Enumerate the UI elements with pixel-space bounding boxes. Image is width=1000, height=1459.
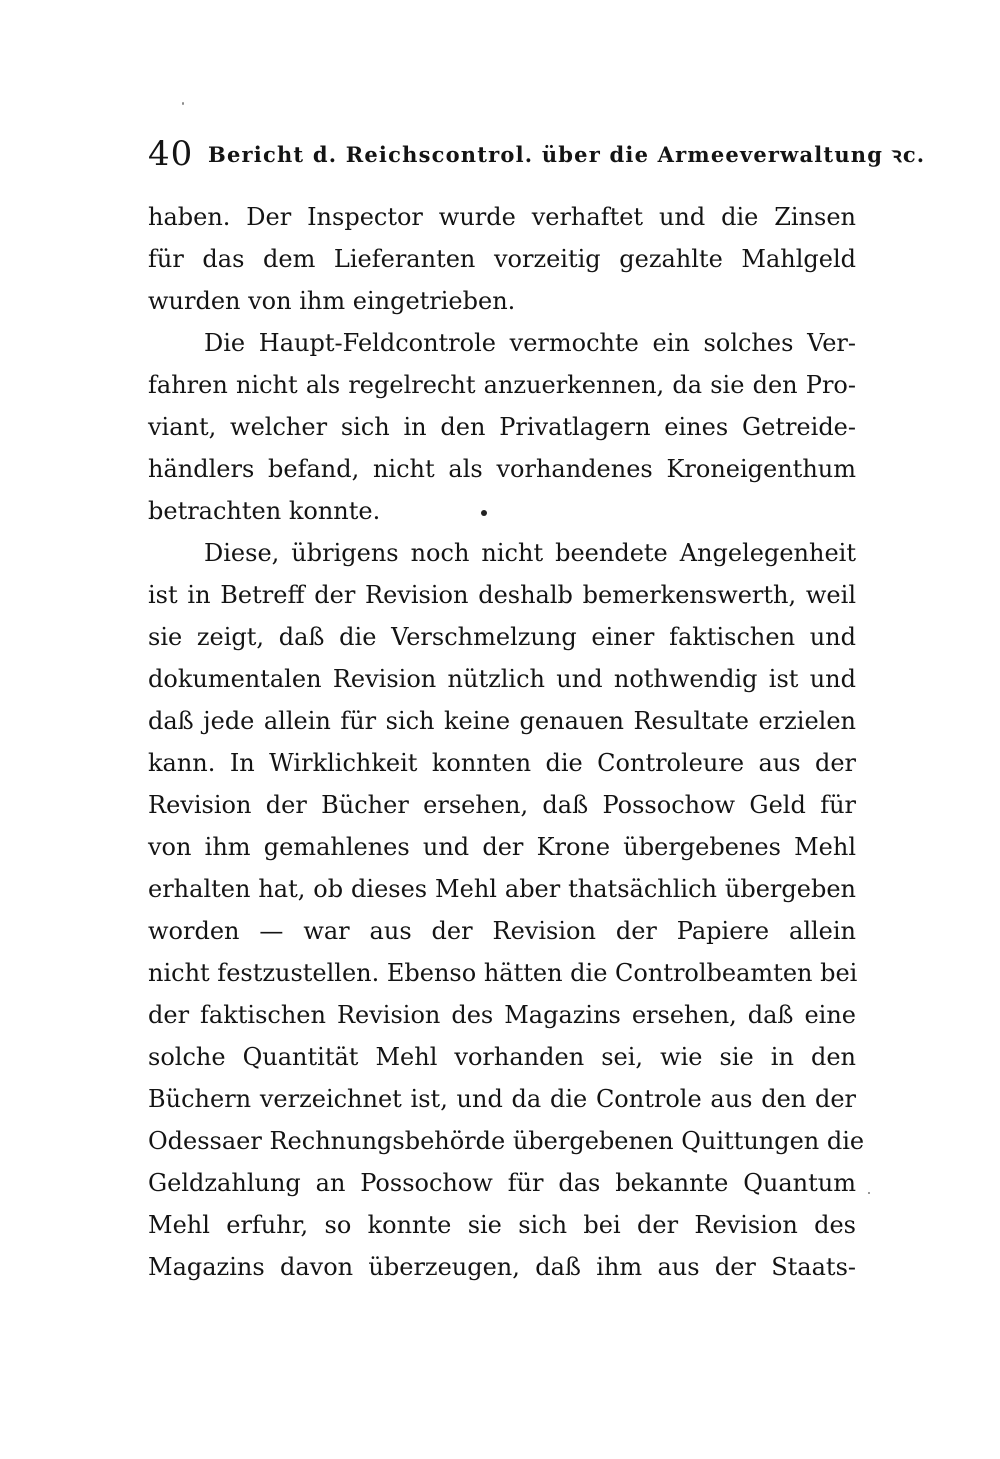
text-line: fahren nicht als regelrecht anzuerkennen, da sie den Pro-	[148, 371, 856, 399]
text-line: nicht festzustellen. Ebenso hätten die Controlbeamten bei	[148, 959, 858, 987]
running-head: Bericht d. Reichscontrol. über die Armeeverwaltung ꝛc.	[208, 142, 926, 167]
text-line: Odessaer Rechnungsbehörde übergebenen Quittungen die	[148, 1127, 865, 1155]
text-line: Büchern verzeichnet ist, und da die Controle aus den der	[148, 1085, 856, 1113]
text-line: von ihm gemahlenes und der Krone übergebenes Mehl	[148, 833, 856, 861]
text-line: wurden von ihm eingetrieben.	[148, 287, 516, 315]
text-line: Magazins davon überzeugen, daß ihm aus der Staats-	[148, 1253, 856, 1281]
body-text	[148, 196, 865, 1288]
text-line: worden — war aus der Revision der Papiere allein	[148, 917, 856, 945]
paragraph	[148, 196, 856, 322]
text-line: viant, welcher sich in den Privatlagern eines Getreide-	[148, 413, 856, 441]
text-line: händlers befand, nicht als vorhandenes Kroneigenthum	[148, 455, 856, 483]
text-line: dokumentalen Revision nützlich und nothwendig ist und	[148, 665, 856, 693]
paragraph	[148, 532, 865, 1288]
ink-speck	[868, 1192, 870, 1194]
text-line: Revision der Bücher ersehen, daß Possochow Geld für	[148, 791, 856, 819]
text-line: Mehl erfuhr, so konnte sie sich bei der Revision des	[148, 1211, 856, 1239]
page-number: 40	[148, 134, 194, 174]
text-line: haben. Der Inspector wurde verhaftet und die Zinsen	[148, 203, 856, 231]
page-header	[148, 132, 926, 176]
text-line: solche Quantität Mehl vorhanden sei, wie sie in den	[148, 1043, 856, 1071]
text-line: Geldzahlung an Possochow für das bekannte Quantum	[148, 1169, 856, 1197]
text-line: daß jede allein für sich keine genauen Resultate erzielen	[148, 707, 856, 735]
text-line: der faktischen Revision des Magazins ersehen, daß eine	[148, 1001, 856, 1029]
text-line: Die Haupt-Feldcontrole vermochte ein solches Ver-	[204, 329, 856, 357]
paragraph	[148, 322, 856, 532]
ink-speck	[481, 510, 487, 516]
text-line: sie zeigt, daß die Verschmelzung einer faktischen und	[148, 623, 856, 651]
text-line: ist in Betreff der Revision deshalb bemerkenswerth, weil	[148, 581, 856, 609]
text-line: für das dem Lieferanten vorzeitig gezahlte Mahlgeld	[148, 245, 856, 273]
text-line: Diese, übrigens noch nicht beendete Angelegenheit	[204, 539, 856, 567]
ink-speck	[182, 102, 184, 105]
text-line: erhalten hat, ob dieses Mehl aber thatsächlich übergeben	[148, 875, 856, 903]
text-line: betrachten konnte.	[148, 497, 381, 525]
text-line: kann. In Wirklichkeit konnten die Controleure aus der	[148, 749, 856, 777]
